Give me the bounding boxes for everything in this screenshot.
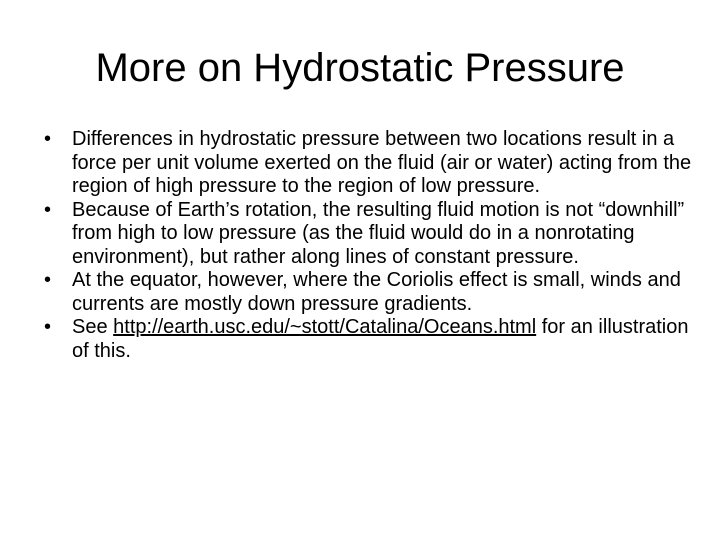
bullet-icon: • (44, 128, 52, 150)
bullet-item (44, 199, 694, 270)
oceans-link[interactable]: http://earth.usc.edu/~stott/Catalina/Oceans.html (113, 316, 537, 338)
bullet-text: Differences in hydrostatic pressure between two locations result in a force per unit volume exerted on the fluid (air or water) acting from the region of high pressure to the region of low pressure. (72, 128, 692, 197)
bullet-text-prefix: See (72, 316, 114, 338)
bullet-text-suffix: for an illustration of this. (72, 316, 689, 362)
bullet-text: At the equator, however, where the Coriolis effect is small, winds and currents are mostly down pressure gradients. (72, 269, 681, 315)
bullet-icon: • (44, 316, 52, 338)
bullet-text: Because of Earth’s rotation, the resulting fluid motion is not “downhill” from high to low pressure (as the fluid would do in a nonrotating environment), but rather along lines of constant pressure. (72, 198, 685, 268)
bullet-item (44, 316, 694, 363)
bullet-item (44, 128, 694, 199)
bullet-item (44, 269, 694, 316)
bullet-icon: • (44, 198, 52, 221)
bullet-list (44, 128, 694, 363)
slide-title: More on Hydrostatic Pressure (95, 46, 625, 90)
bullet-icon: • (44, 269, 52, 291)
